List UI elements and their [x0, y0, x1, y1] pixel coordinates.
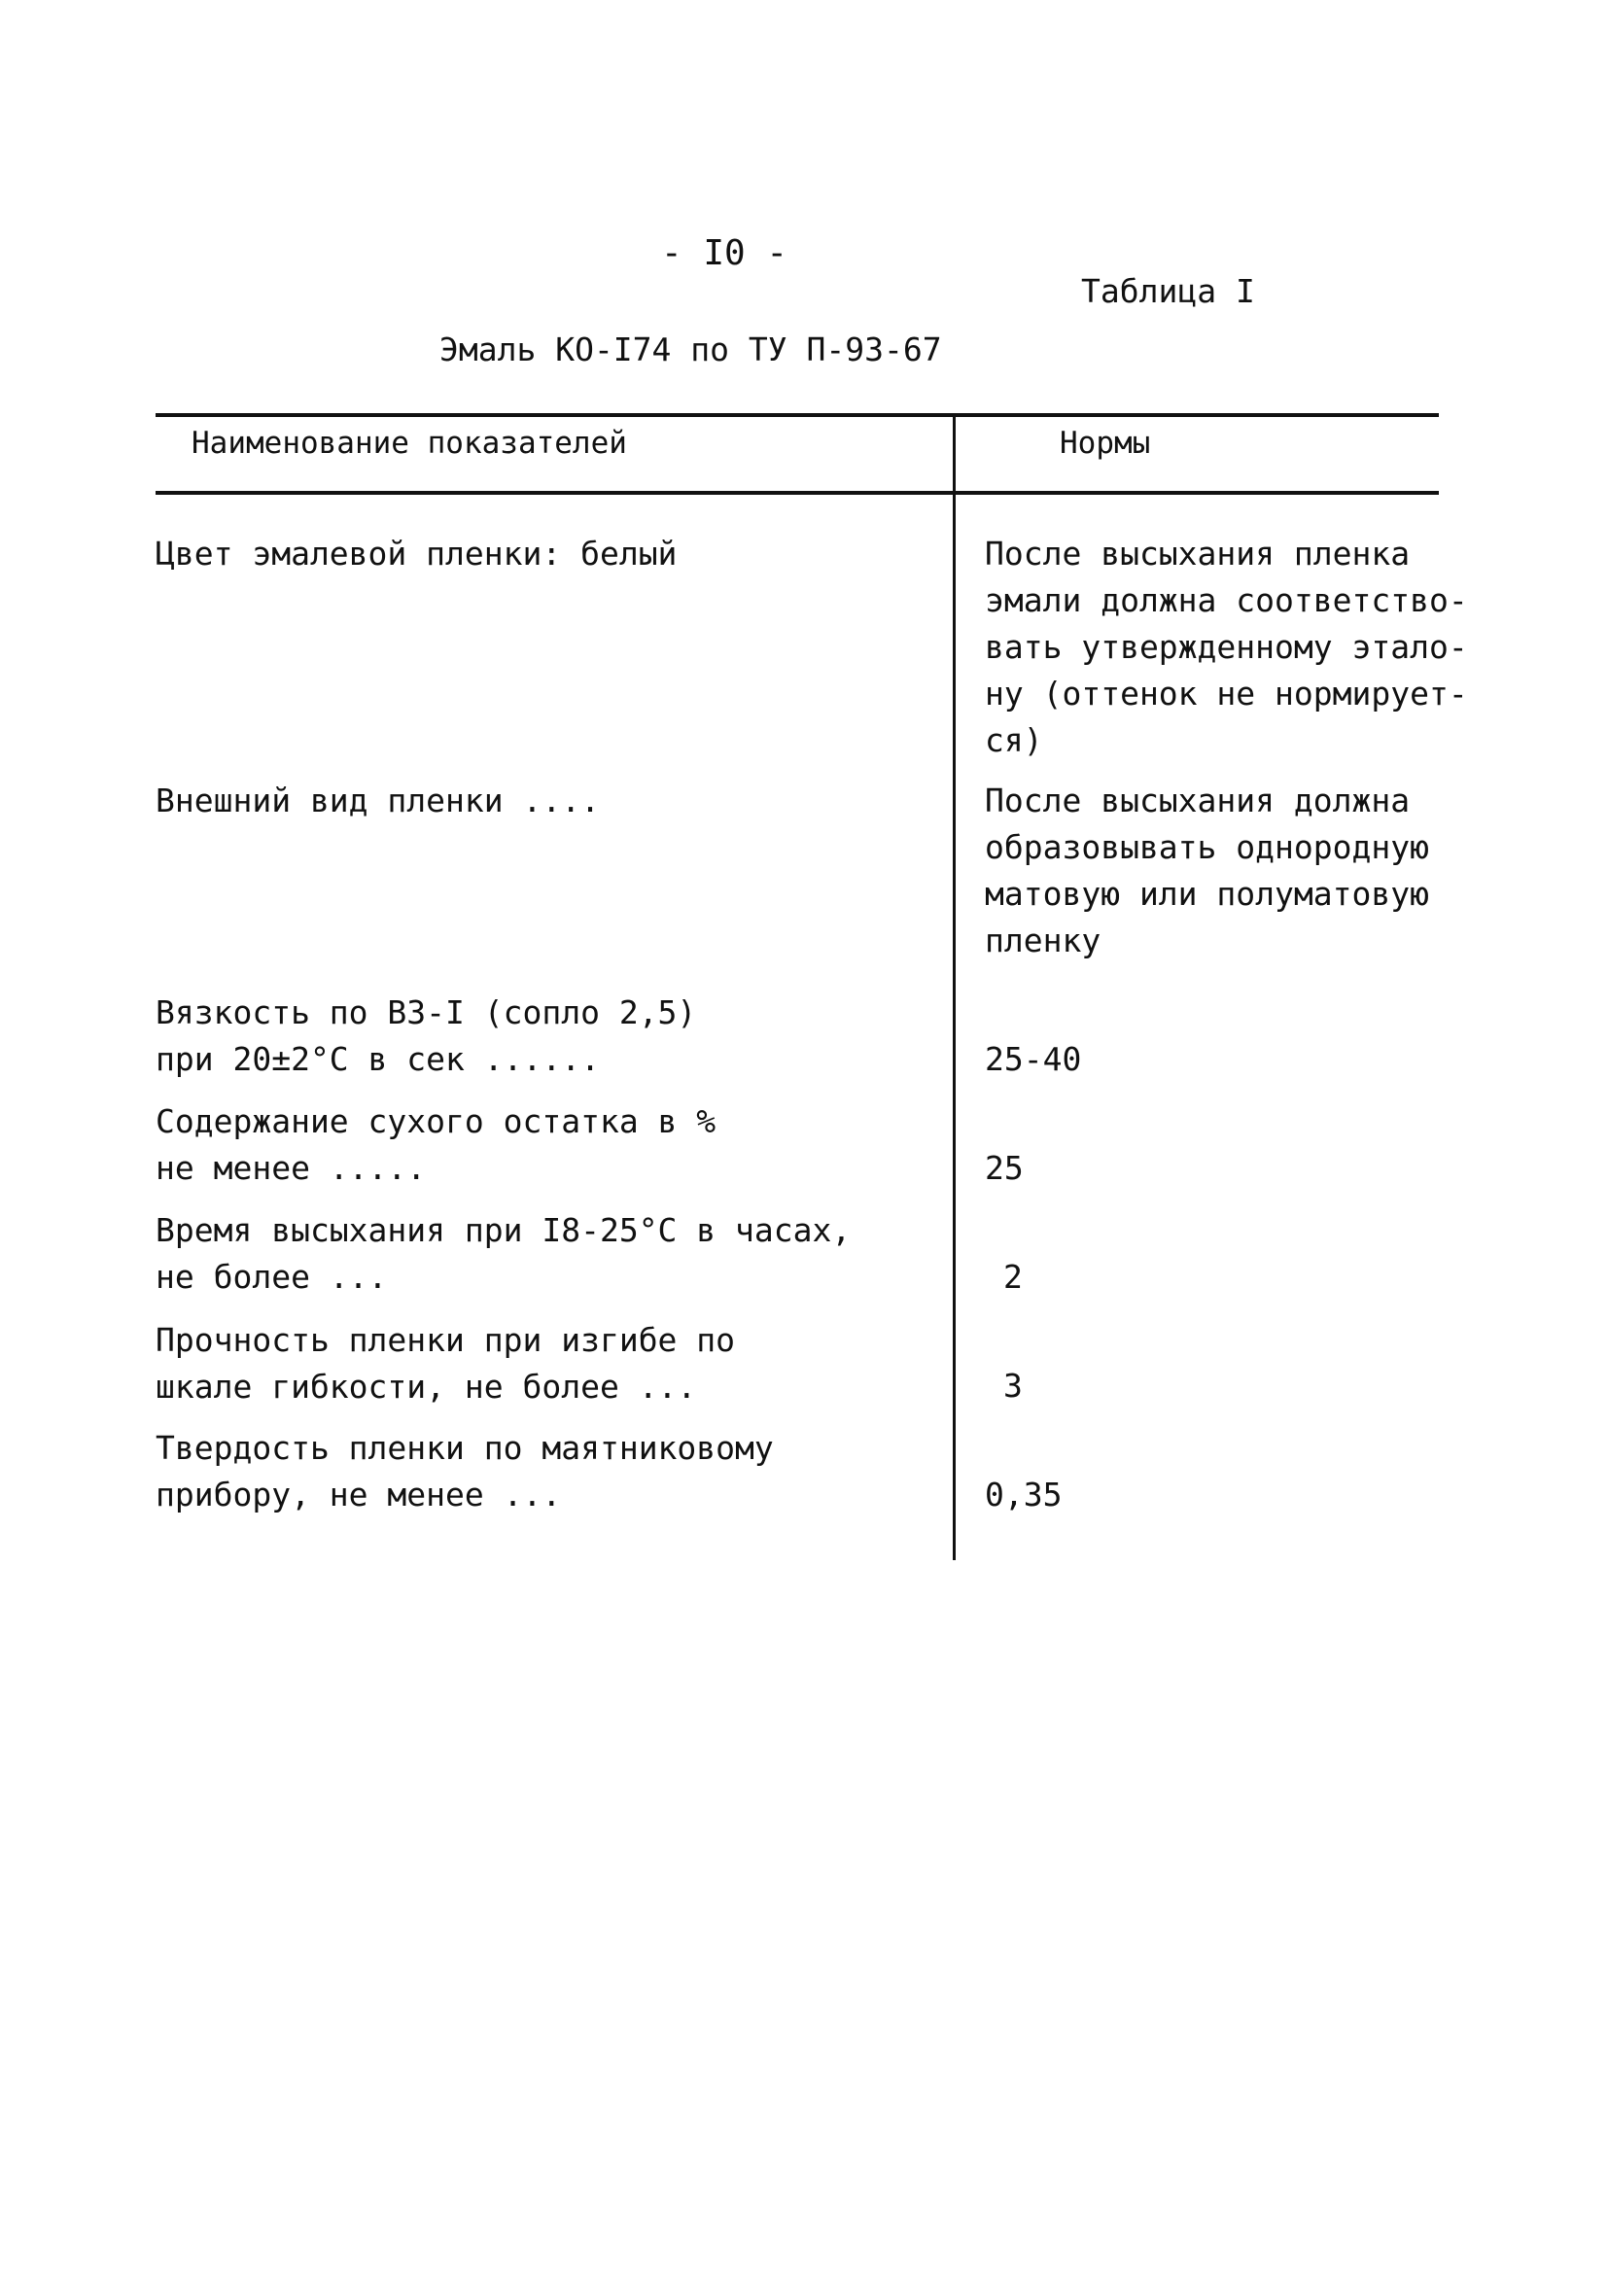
table-title: Эмаль КО-I74 по ТУ П-93-67 [439, 330, 942, 368]
column-divider [953, 413, 956, 1560]
row-indicator: Внешний вид пленки .... [156, 782, 600, 819]
row-indicator: Цвет эмалевой пленки: белый [156, 535, 678, 573]
table-top-rule [156, 413, 1439, 417]
row-norm: 0,35 [985, 1476, 1063, 1513]
row-indicator: Твердость пленки по маятниковому прибору, не менее ... [156, 1429, 774, 1513]
row-indicator: Вязкость по ВЗ-I (сопло 2,5) при 20±2°С в сек ...... [156, 993, 697, 1078]
row-norm: 25 [985, 1149, 1024, 1187]
row-norm: 3 [1003, 1367, 1023, 1405]
row-norm: 25-40 [985, 1040, 1082, 1078]
column-header-norm: Нормы [1060, 426, 1151, 461]
page-number: - I0 - [661, 233, 788, 273]
column-header-indicator: Наименование показателей [192, 426, 627, 461]
row-norm: После высыхания пленка эмали должна соответство- вать утвержденному эталo- ну (оттенок не нормирует- ся) [985, 535, 1468, 759]
table-label: Таблица I [1081, 272, 1255, 310]
row-indicator: Время высыхания при I8-25°С в часах, не более ... [156, 1211, 852, 1296]
row-norm: После высыхания должна образовывать однородную матовую или полуматовую пленку [985, 782, 1429, 959]
row-indicator: Прочность пленки при изгибе по шкале гибкости, не более ... [156, 1321, 736, 1406]
table-header-rule [156, 491, 1439, 495]
row-norm: 2 [1003, 1258, 1023, 1296]
row-indicator: Содержание сухого остатка в % не менее ..... [156, 1102, 717, 1187]
